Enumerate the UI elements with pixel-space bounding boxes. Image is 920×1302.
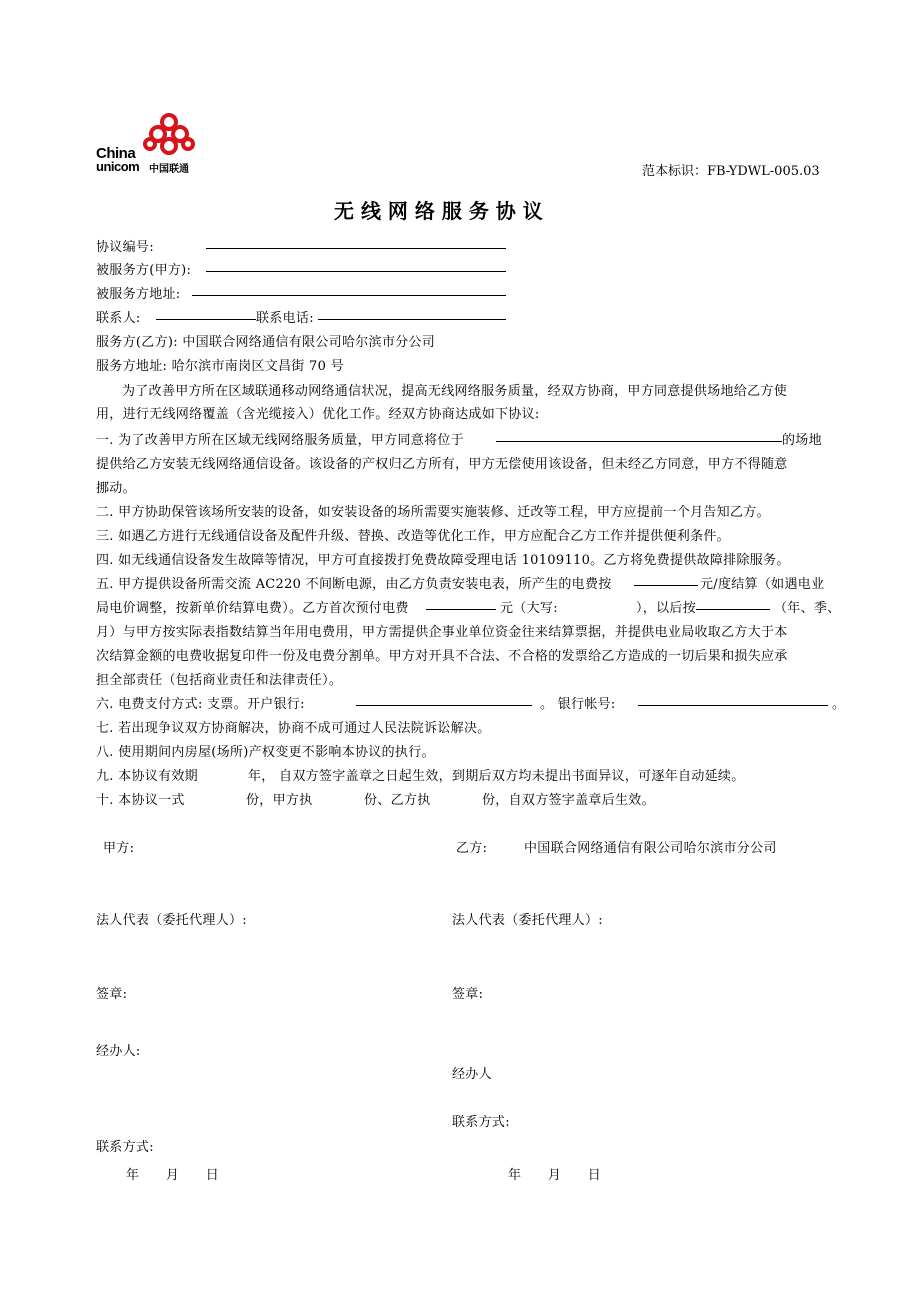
- agreement-no-row: [96, 236, 154, 255]
- clause-10-party-b: 份、乙方执: [364, 793, 431, 808]
- clause-6-account-blank: [638, 693, 828, 706]
- clause-1-suffix: 的场地: [782, 433, 822, 448]
- clause-6-account-label: 。 银行帐号:: [540, 697, 616, 712]
- clause-5-rate-blank: [634, 573, 698, 586]
- clause-10-label: 十. 本协议一式: [96, 793, 185, 808]
- party-a-addr-label: 被服务方地址:: [96, 287, 181, 302]
- clause-7: 七. 若出现争议双方协商解决，协商不成可通过人民法院诉讼解决。: [96, 721, 491, 736]
- logo-text-unicom: unicom: [96, 159, 140, 174]
- template-id: 范本标识：FB-YDWL-005.03: [642, 164, 820, 179]
- party-a-blank: [206, 259, 506, 272]
- clause-3: 三. 如遇乙方进行无线通信设备及配件升级、替换、改造等优化工作，甲方应配合乙方工作并提供便利条件。: [96, 529, 730, 544]
- china-unicom-knot-icon: [138, 112, 200, 162]
- contact-blank: [156, 307, 256, 320]
- sig-party-b-name: 中国联合网络通信有限公司哈尔滨市分公司: [524, 841, 777, 856]
- logo-text-cn: 中国联通: [149, 164, 189, 175]
- clause-6: [96, 693, 846, 712]
- phone-label: 联系电话:: [256, 311, 314, 326]
- agreement-no-blank: [206, 236, 506, 249]
- logo-text-china: China: [96, 145, 136, 162]
- clause-5-then-label: ），以后按: [636, 601, 697, 616]
- sig-party-a: 甲方:: [103, 841, 135, 856]
- clause-2: 二. 甲方协助保管该场所安装的设备，如安装设备的场所需要实施装修、迁改等工程，甲方应提前一个月告知乙方。: [96, 505, 770, 520]
- sig-contact-a: 联系方式:: [96, 1140, 154, 1155]
- party-a-label: 被服务方(甲方):: [96, 263, 192, 278]
- party-a-addr-row: [96, 283, 180, 302]
- clause-1-line-3: 挪动。: [96, 481, 136, 496]
- clause-6-bank-blank: [356, 693, 532, 706]
- party-b: 服务方(乙方): 中国联合网络通信有限公司哈尔滨市分公司: [96, 335, 436, 350]
- clause-5-line-1: [96, 573, 825, 592]
- clause-5-line-3: 月）与甲方按实际表指数结算当年用电费用，甲方需提供企事业单位资金往来结算票据，并提供电业局收取乙方大于本: [96, 625, 788, 640]
- intro-line-2: 用，进行无线网络覆盖（含光缆接入）优化工作。经双方协商达成如下协议:: [96, 407, 540, 422]
- clause-1-line-1: [96, 429, 822, 448]
- party-a-row: [96, 259, 191, 278]
- clause-10: [96, 789, 655, 808]
- clause-9-label: 九. 本协议有效期: [96, 769, 198, 784]
- clause-5-capital-label: 元（大写:: [500, 601, 558, 616]
- clause-4: 四. 如无线通信设备发生故障等情况，甲方可直接拨打免费故障受理电话 10109110。乙方将免费提供故障排除服务。: [96, 553, 790, 568]
- sig-handler-b: 经办人: [452, 1067, 492, 1082]
- clause-5-prepay-blank: [426, 597, 496, 610]
- clause-1-location-blank: [496, 429, 782, 442]
- clause-6-bank-label: 六. 电费支付方式: 支票。开户银行:: [96, 697, 305, 712]
- agreement-no-label: 协议编号:: [96, 240, 154, 255]
- clause-5-rate-unit: 元/度结算（如遇电业: [700, 577, 825, 592]
- clause-8: 八. 使用期间内房屋(场所)产权变更不影响本协议的执行。: [96, 745, 435, 760]
- clause-9: [96, 765, 745, 784]
- clause-6-end: 。: [832, 697, 846, 712]
- clause-5-line-5: 担全部责任（包括商业责任和法律责任）。: [96, 673, 343, 688]
- sig-date-b: 年 月 日: [508, 1168, 602, 1183]
- clause-10-party-a: 份，甲方执: [246, 793, 313, 808]
- party-b-addr: 服务方地址: 哈尔滨市南岗区文昌街 70 号: [96, 359, 344, 374]
- clause-5-period-unit: （年、季、: [774, 601, 841, 616]
- clause-5-text: 五. 甲方提供设备所需交流 AC220 不间断电源，由乙方负责安装电表，所产生的电费按: [96, 577, 612, 592]
- party-a-addr-blank: [192, 283, 506, 296]
- clause-5-line-4: 次结算金额的电费收据复印件一份及电费分割单。甲方对开具不合法、不合格的发票给乙方造成的一切后果和损失应承: [96, 649, 788, 664]
- clause-5-prepay-text: 局电价调整，按新单价结算电费）。乙方首次预付电费: [96, 601, 409, 616]
- sig-party-b: 乙方:: [456, 841, 488, 856]
- clause-1-line-2: 提供给乙方安装无线网络通信设备。该设备的产权归乙方所有，甲方无偿使用该设备，但未经乙方同意，甲方不得随意: [96, 457, 788, 472]
- contact-row: [96, 307, 314, 326]
- sig-date-a: 年 月 日: [126, 1168, 220, 1183]
- clause-10-end: 份，自双方签字盖章后生效。: [482, 793, 655, 808]
- sig-legal-rep-b: 法人代表（委托代理人）:: [452, 913, 603, 928]
- logo: [96, 112, 206, 174]
- clause-1-text: 一. 为了改善甲方所在区域无线网络服务质量，甲方同意将位于: [96, 433, 464, 448]
- sig-contact-b: 联系方式:: [452, 1115, 510, 1130]
- clause-5-period-blank: [696, 597, 770, 610]
- sig-seal-b: 签章:: [452, 987, 484, 1002]
- sig-legal-rep-a: 法人代表（委托代理人）:: [96, 913, 247, 928]
- phone-blank: [318, 307, 506, 320]
- sig-seal-a: 签章:: [96, 987, 128, 1002]
- clause-9-text: 年， 自双方签字盖章之日起生效，到期后双方均未提出书面异议，可逐年自动延续。: [248, 769, 745, 784]
- sig-handler-a: 经办人:: [96, 1044, 141, 1059]
- contact-label: 联系人:: [96, 311, 141, 326]
- clause-5-line-2: [96, 597, 841, 616]
- page-title: 无 线 网 络 服 务 协 议: [334, 199, 543, 223]
- intro-line-1: 为了改善甲方所在区域联通移动网络通信状况，提高无线网络服务质量，经双方协商，甲方同意提供场地给乙方使: [122, 384, 788, 399]
